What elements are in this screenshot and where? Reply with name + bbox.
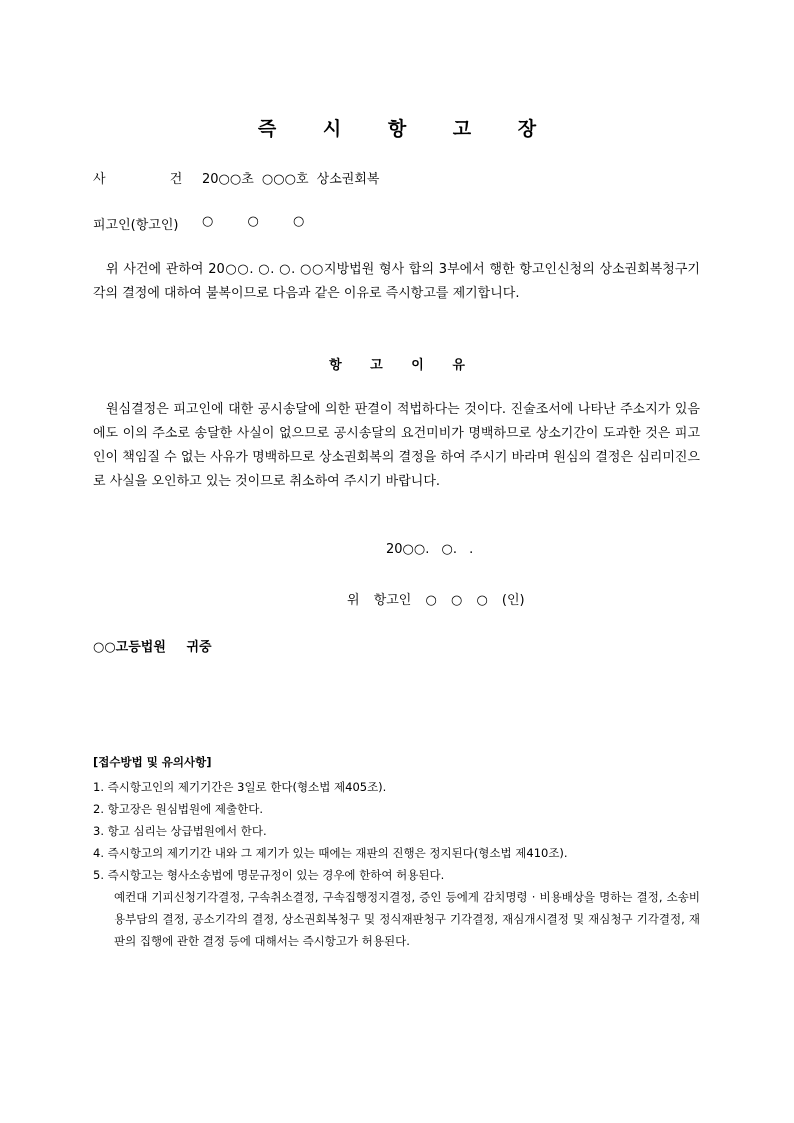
court-recipient: ○○고등법원 귀중 (93, 640, 212, 655)
party-value: ○ ○ ○ (202, 214, 305, 229)
reason-paragraph: 원심결정은 피고인에 대한 공시송달에 의한 판결이 적법하다는 것이다. 진술조서에 나타난 주소지가 있음에도 이의 주소로 송달한 사실이 없으므로 공시송달의 요건미비가 명백하므로 상소기간이 도과한 것은 피고인이 책임질 수 없는 사유가 명백하므로 상소권회복의 결정을 하여 주시기 바라며 원심의 결정은 심리미진으로 사실을 오인하고 있는 것이므로 취소하여 주시기 바랍니다. (93, 402, 700, 489)
notice-item: 2. 항고장은 원심법원에 제출한다. (93, 802, 264, 816)
party-label: 피고인(항고인) (93, 218, 179, 233)
document-date: 20○○. ○. . (386, 542, 474, 557)
signature-line: 위 항고인 ○ ○ ○ (인) (347, 593, 525, 608)
notice-item: 1. 즉시항고인의 제기기간은 3일로 한다(형소법 제405조). (93, 780, 387, 794)
notice-title: [접수방법 및 유의사항] (93, 755, 212, 769)
reason-title: 항 고 이 유 (329, 358, 477, 373)
notice-item: 5. 즉시항고는 형사소송법에 명문규정이 있는 경우에 한하여 허용된다. (93, 868, 445, 882)
document-title: 즉 시 항 고 장 (257, 118, 557, 140)
notice-list (93, 776, 700, 886)
case-label: 사 건 (93, 172, 213, 187)
appeal-paragraph: 위 사건에 관하여 20○○. ○. ○. ○○지방법원 형사 합의 3부에서 행한 항고인신청의 상소권회복청구기각의 결정에 대하여 불복이므로 다음과 같은 이유로 즉시항고를 제기합니다. (93, 262, 700, 301)
notice-item: 3. 항고 심리는 상급법원에서 한다. (93, 824, 267, 838)
notice-item: 4. 즉시항고의 제기기간 내와 그 제기가 있는 때에는 재판의 진행은 정지된다(형소법 제410조). (93, 846, 568, 860)
notice-extra: 예컨대 기피신청기각결정, 구속취소결정, 구속집행정지결정, 증인 등에게 감치명령 · 비용배상을 명하는 결정, 소송비용부담의 결정, 공소기각의 결정, 상소권회복청구 및 정식재판청구 기각결정, 재심개시결정 및 재심청구 기각결정, 재판의 집행에 관한 결정 등에 대해서는 즉시항고가 허용된다. (114, 890, 700, 948)
case-value: 20○○초 ○○○호 상소권회복 (202, 172, 380, 187)
notice-section (93, 752, 700, 952)
